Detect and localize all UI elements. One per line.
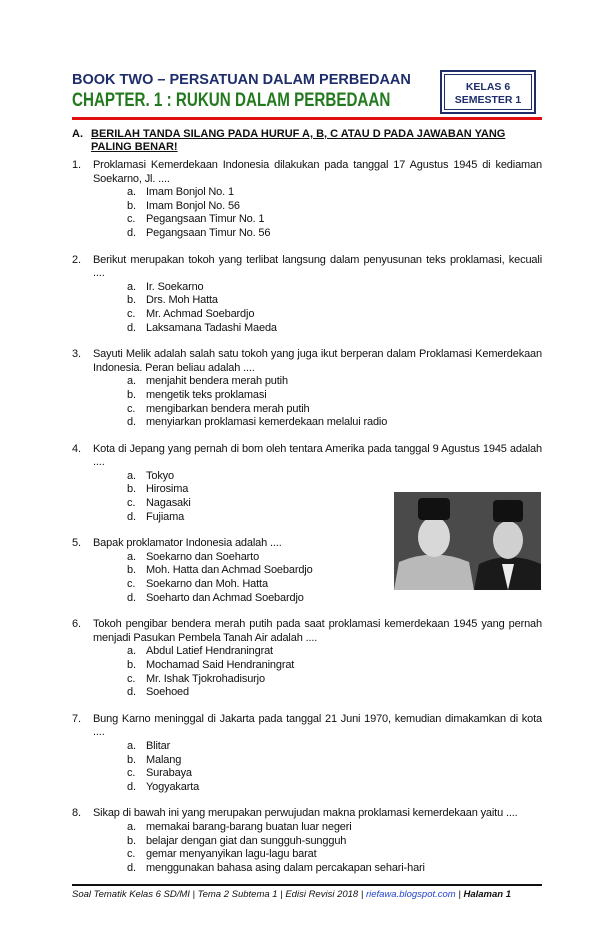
answer-option[interactable] [127, 294, 542, 308]
question-number: 4. [72, 442, 81, 455]
question-number: 8. [72, 807, 81, 820]
option-letter: c. [127, 307, 136, 320]
option-letter: c. [127, 672, 136, 685]
question-text: Bung Karno meninggal di Jakarta pada tanggal 21 Juni 1970, kemudian dimakamkan di kota .... [93, 712, 542, 739]
option-letter: a. [127, 739, 136, 752]
option-letter: d. [127, 780, 136, 793]
semester-label: SEMESTER 1 [454, 94, 522, 106]
option-letter: c. [127, 497, 136, 510]
answer-option[interactable] [127, 551, 392, 565]
option-letter: c. [127, 402, 136, 415]
option-text: Soeharto dan Achmad Soebardjo [146, 591, 304, 604]
footer-text: Soal Tematik Kelas 6 SD/MI | Tema 2 Subtema 1 | Edisi Revisi 2018 | [72, 889, 366, 900]
answer-option[interactable] [127, 835, 542, 849]
option-text: Imam Bonjol No. 56 [146, 199, 240, 212]
question-1 [72, 159, 542, 241]
option-text: menggunakan bahasa asing dalam percakapan sehari-hari [146, 861, 425, 874]
question-3 [72, 348, 542, 430]
option-text: Mochamad Said Hendraningrat [146, 659, 295, 671]
option-text: Tokyo [146, 469, 174, 482]
option-text: Hirosima [146, 483, 189, 496]
option-letter: b. [127, 199, 136, 212]
option-letter: d. [127, 686, 136, 699]
option-letter: d. [127, 226, 136, 239]
header-divider [72, 117, 542, 120]
question-text: Proklamasi Kemerdekaan Indonesia dilakukan pada tanggal 17 Agustus 1945 di kediaman Soekarno, Jl. .... [93, 159, 542, 185]
option-text: mengetik teks proklamasi [146, 388, 267, 401]
answer-option[interactable] [127, 322, 542, 336]
answer-option[interactable] [127, 848, 542, 862]
option-letter: b. [127, 659, 136, 671]
question-number: 7. [72, 712, 81, 725]
answer-option[interactable] [127, 686, 542, 700]
question-7 [72, 713, 542, 795]
answer-option[interactable] [127, 821, 542, 835]
question-number: 1. [72, 159, 81, 171]
option-text: Imam Bonjol No. 1 [146, 186, 234, 199]
question-text: Kota di Jepang yang pernah di bom oleh tentara Amerika pada tanggal 9 Agustus 1945 adalah .... [93, 442, 542, 469]
option-text: Pegangsaan Timur No. 56 [146, 226, 271, 239]
option-text: memakai barang-barang buatan luar negeri [146, 820, 352, 833]
question-text: Sikap di bawah ini yang merupakan perwujudan makna proklamasi kemerdekaan yaitu .... [93, 807, 518, 820]
question-text: Berikut merupakan tokoh yang terlibat langsung dalam penyusunan teks proklamasi, kecuali .... [93, 253, 542, 280]
question-2 [72, 254, 542, 336]
footer-link[interactable]: riefawa.blogspot.com [365, 889, 456, 900]
question-number: 5. [72, 537, 81, 550]
question-text: Sayuti Melik adalah salah satu tokoh yang juga ikut berperan dalam Proklamasi Kemerdekaan Indonesia. Peran beliau adalah .... [93, 348, 542, 374]
footer-separator: | [455, 889, 464, 900]
option-text: menyiarkan proklamasi kemerdekaan melalui radio [146, 416, 388, 429]
option-text: gemar menyanyikan lagu-lagu barat [146, 848, 317, 861]
footer [72, 889, 511, 900]
instruction [72, 128, 521, 154]
option-text: Abdul Latief Hendraningrat [146, 645, 273, 658]
class-box [440, 70, 536, 114]
option-text: Ir. Soekarno [146, 280, 204, 293]
answer-option[interactable] [127, 781, 542, 795]
option-text: Malang [146, 753, 182, 766]
option-letter: b. [127, 834, 136, 847]
option-text: Mr. Ishak Tjokrohadisurjo [146, 672, 265, 685]
answer-option[interactable] [127, 227, 542, 241]
option-letter: c. [127, 848, 136, 861]
section-letter: A. [72, 128, 83, 140]
instruction-text: BERILAH TANDA SILANG PADA HURUF A, B, C ATAU D PADA JAWABAN YANG PALING BENAR! [91, 128, 506, 153]
answer-option[interactable] [127, 200, 542, 214]
option-text: mengibarkan bendera merah putih [146, 402, 310, 415]
question-text: Bapak proklamator Indonesia adalah .... [93, 537, 282, 550]
question-8 [72, 807, 542, 875]
answer-option[interactable] [127, 403, 542, 417]
option-text: Soehoed [146, 686, 189, 699]
option-letter: d. [127, 510, 136, 523]
option-text: Surabaya [146, 767, 192, 780]
proclamators-photo [394, 492, 541, 590]
option-letter: b. [127, 564, 136, 577]
option-text: Mr. Achmad Soebardjo [146, 307, 255, 320]
option-letter: b. [127, 294, 136, 307]
answer-option[interactable] [127, 578, 392, 592]
option-text: Nagasaki [146, 497, 191, 510]
option-letter: a. [127, 186, 136, 199]
option-text: Laksamana Tadashi Maeda [146, 321, 277, 334]
answer-option[interactable] [127, 186, 542, 200]
question-number: 2. [72, 253, 81, 266]
book-title: BOOK TWO – PERSATUAN DALAM PERBEDAAN [72, 72, 411, 88]
answer-option[interactable] [127, 470, 542, 484]
question-6 [72, 618, 542, 700]
answer-option[interactable] [127, 308, 542, 322]
option-letter: d. [127, 591, 136, 604]
answer-option[interactable] [127, 389, 542, 403]
option-letter: d. [127, 861, 136, 874]
option-text: Yogyakarta [146, 780, 200, 793]
answer-option[interactable] [127, 740, 542, 754]
option-letter: d. [127, 416, 136, 429]
option-letter: a. [127, 645, 136, 658]
option-letter: c. [127, 767, 136, 780]
answer-option[interactable] [127, 592, 392, 606]
question-5 [72, 537, 392, 605]
option-letter: a. [127, 280, 136, 293]
chapter-title: CHAPTER. 1 : RUKUN DALAM PERBEDAAN [72, 90, 391, 111]
option-text: menjahit bendera merah putih [146, 375, 288, 388]
question-text: Tokoh pengibar bendera merah putih pada saat proklamasi kemerdekaan 1945 yang pernah menjadi Pasukan Pembela Tanah Air adalah .... [93, 618, 542, 644]
answer-option[interactable] [127, 416, 542, 430]
option-letter: a. [127, 820, 136, 833]
answer-option[interactable] [127, 767, 542, 781]
option-letter: a. [127, 375, 136, 388]
option-letter: d. [127, 321, 136, 334]
answer-option[interactable] [127, 659, 542, 673]
answer-option[interactable] [127, 673, 542, 687]
question-number: 3. [72, 348, 81, 361]
option-letter: c. [127, 578, 136, 591]
page-number: Halaman 1 [463, 889, 512, 900]
option-letter: c. [127, 213, 136, 226]
answer-option[interactable] [127, 862, 542, 876]
option-letter: a. [127, 469, 136, 482]
answer-option[interactable] [127, 375, 542, 389]
footer-divider [72, 884, 542, 886]
question-number: 6. [72, 618, 81, 631]
option-letter: b. [127, 753, 136, 766]
option-text: Fujiama [146, 510, 185, 523]
option-letter: b. [127, 388, 136, 401]
answer-option[interactable] [127, 281, 542, 295]
option-text: Soekarno dan Moh. Hatta [146, 578, 268, 591]
option-text: Moh. Hatta dan Achmad Soebardjo [146, 564, 313, 577]
option-text: belajar dengan giat dan sungguh-sungguh [146, 834, 347, 847]
option-letter: b. [127, 483, 136, 496]
option-text: Drs. Moh Hatta [146, 294, 218, 307]
answer-option[interactable] [127, 213, 542, 227]
answer-option[interactable] [127, 645, 542, 659]
answer-option[interactable] [127, 564, 392, 578]
option-letter: a. [127, 550, 136, 563]
option-text: Blitar [146, 739, 171, 752]
answer-option[interactable] [127, 754, 542, 768]
option-text: Soekarno dan Soeharto [146, 550, 260, 563]
class-label: KELAS 6 [465, 81, 511, 93]
option-text: Pegangsaan Timur No. 1 [146, 213, 265, 226]
